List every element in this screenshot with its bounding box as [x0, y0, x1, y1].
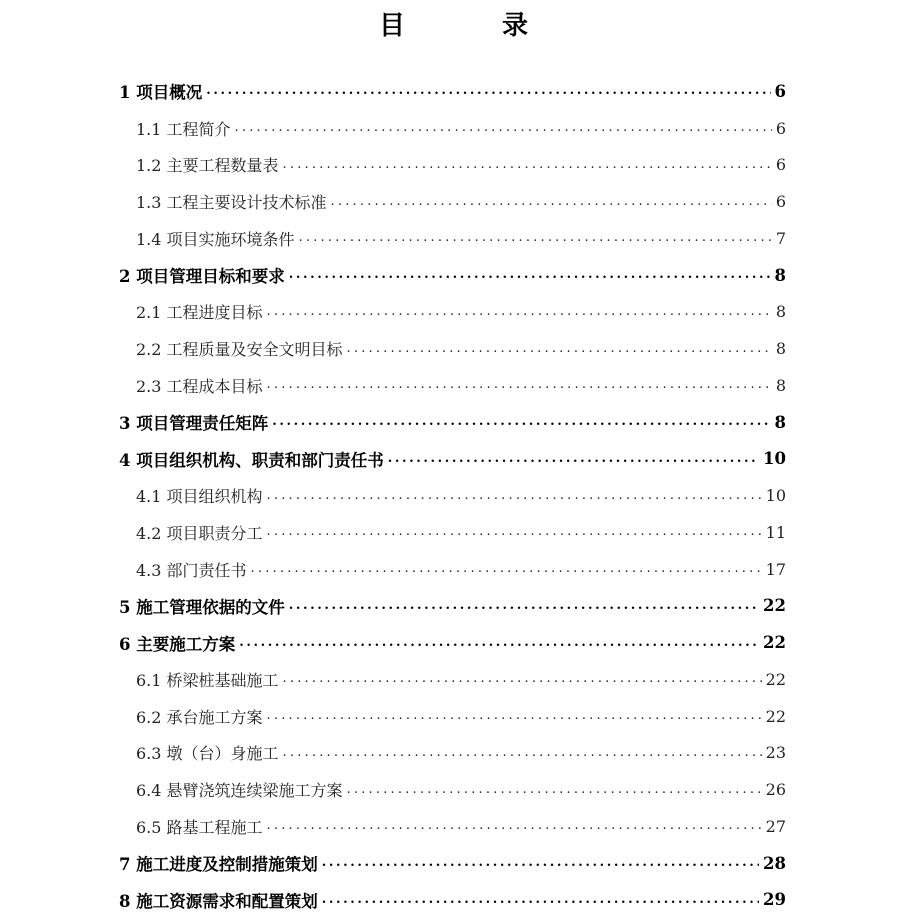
toc-entry-label: 6.1 桥梁桩基础施工 — [136, 668, 279, 691]
toc-section-entry[interactable] — [0, 147, 907, 184]
toc-dot-leader — [322, 892, 759, 908]
toc-entry-label: 6 主要施工方案 — [119, 631, 235, 655]
toc-entry-label: 7 施工进度及控制措施策划 — [119, 851, 318, 875]
toc-page-number: 6 — [776, 119, 786, 138]
toc-page-number: 7 — [776, 229, 786, 248]
toc-page-number: 8 — [775, 266, 786, 285]
toc-page-number: 6 — [775, 82, 786, 101]
toc-section-entry[interactable] — [0, 367, 907, 404]
toc-page-number: 29 — [763, 890, 786, 909]
toc-section-entry[interactable] — [0, 661, 907, 698]
toc-dot-leader — [347, 341, 772, 357]
toc-dot-leader — [235, 120, 772, 136]
toc-dot-leader — [283, 671, 762, 687]
toc-entry-label: 8 施工资源需求和配置策划 — [119, 888, 318, 912]
toc-section-entry[interactable] — [0, 771, 907, 808]
toc-page-number: 22 — [766, 707, 786, 726]
toc-page-number: 6 — [776, 192, 786, 211]
toc-entry-label: 6.3 墩（台）身施工 — [136, 741, 279, 764]
toc-chapter-entry[interactable] — [0, 73, 907, 110]
toc-entry-label: 3 项目管理责任矩阵 — [119, 410, 268, 434]
toc-dot-leader — [267, 488, 762, 504]
toc-page-number: 8 — [776, 376, 786, 395]
table-of-contents — [0, 73, 907, 918]
toc-page-number: 17 — [766, 560, 786, 579]
toc-dot-leader — [206, 83, 770, 99]
toc-dot-leader — [388, 451, 759, 467]
toc-entry-label: 2.1 工程进度目标 — [136, 300, 263, 323]
toc-entry-label: 4 项目组织机构、职责和部门责任书 — [119, 447, 384, 471]
toc-entry-label: 2.2 工程质量及安全文明目标 — [136, 337, 343, 360]
toc-page-number: 22 — [766, 670, 786, 689]
page-title: 目 录 — [0, 8, 907, 44]
toc-page-number: 27 — [766, 817, 786, 836]
toc-page-number: 6 — [776, 155, 786, 174]
toc-page-number: 8 — [776, 302, 786, 321]
toc-dot-leader — [299, 230, 772, 246]
toc-entry-label: 1.4 项目实施环境条件 — [136, 227, 295, 250]
toc-dot-leader — [289, 598, 759, 614]
toc-section-entry[interactable] — [0, 551, 907, 588]
toc-dot-leader — [267, 524, 762, 540]
toc-entry-label: 1 项目概况 — [119, 79, 202, 103]
toc-dot-leader — [251, 561, 762, 577]
toc-chapter-entry[interactable] — [0, 845, 907, 882]
toc-entry-label: 2.3 工程成本目标 — [136, 374, 263, 397]
toc-dot-leader — [289, 267, 771, 283]
toc-dot-leader — [239, 635, 759, 651]
toc-section-entry[interactable] — [0, 110, 907, 147]
toc-entry-label: 2 项目管理目标和要求 — [119, 263, 285, 287]
toc-section-entry[interactable] — [0, 477, 907, 514]
toc-page-number: 8 — [775, 413, 786, 432]
toc-entry-label: 1.2 主要工程数量表 — [136, 153, 279, 176]
toc-page-number: 10 — [766, 486, 786, 505]
toc-section-entry[interactable] — [0, 294, 907, 331]
toc-page-number: 28 — [763, 854, 786, 873]
toc-section-entry[interactable] — [0, 808, 907, 845]
toc-chapter-entry[interactable] — [0, 441, 907, 478]
toc-chapter-entry[interactable] — [0, 624, 907, 661]
toc-page-number: 11 — [766, 523, 786, 542]
toc-entry-label: 4.3 部门责任书 — [136, 558, 247, 581]
toc-entry-label: 4.1 项目组织机构 — [136, 484, 263, 507]
toc-section-entry[interactable] — [0, 735, 907, 772]
toc-dot-leader — [347, 782, 762, 798]
toc-entry-label: 5 施工管理依据的文件 — [119, 594, 285, 618]
toc-page-number: 26 — [766, 780, 786, 799]
toc-chapter-entry[interactable] — [0, 257, 907, 294]
toc-entry-label: 4.2 项目职责分工 — [136, 521, 263, 544]
toc-entry-label: 1.1 工程简介 — [136, 117, 231, 140]
toc-section-entry[interactable] — [0, 330, 907, 367]
toc-entry-label: 6.2 承台施工方案 — [136, 705, 263, 728]
toc-section-entry[interactable] — [0, 514, 907, 551]
toc-chapter-entry[interactable] — [0, 588, 907, 625]
toc-dot-leader — [283, 157, 772, 173]
toc-dot-leader — [272, 414, 770, 430]
toc-entry-label: 6.5 路基工程施工 — [136, 815, 263, 838]
toc-dot-leader — [267, 304, 772, 320]
toc-entry-label: 1.3 工程主要设计技术标准 — [136, 190, 327, 213]
toc-page-number: 23 — [766, 743, 786, 762]
toc-section-entry[interactable] — [0, 183, 907, 220]
toc-chapter-entry[interactable] — [0, 404, 907, 441]
toc-page-number: 22 — [763, 596, 786, 615]
toc-dot-leader — [267, 708, 762, 724]
toc-dot-leader — [331, 194, 772, 210]
toc-chapter-entry[interactable] — [0, 882, 907, 918]
toc-dot-leader — [267, 377, 772, 393]
toc-page-number: 10 — [763, 449, 786, 468]
toc-page-number: 8 — [776, 339, 786, 358]
toc-section-entry[interactable] — [0, 698, 907, 735]
toc-dot-leader — [283, 745, 762, 761]
toc-page-number: 22 — [763, 633, 786, 652]
toc-dot-leader — [322, 855, 759, 871]
toc-section-entry[interactable] — [0, 220, 907, 257]
toc-entry-label: 6.4 悬臂浇筑连续梁施工方案 — [136, 778, 343, 801]
toc-dot-leader — [267, 818, 762, 834]
